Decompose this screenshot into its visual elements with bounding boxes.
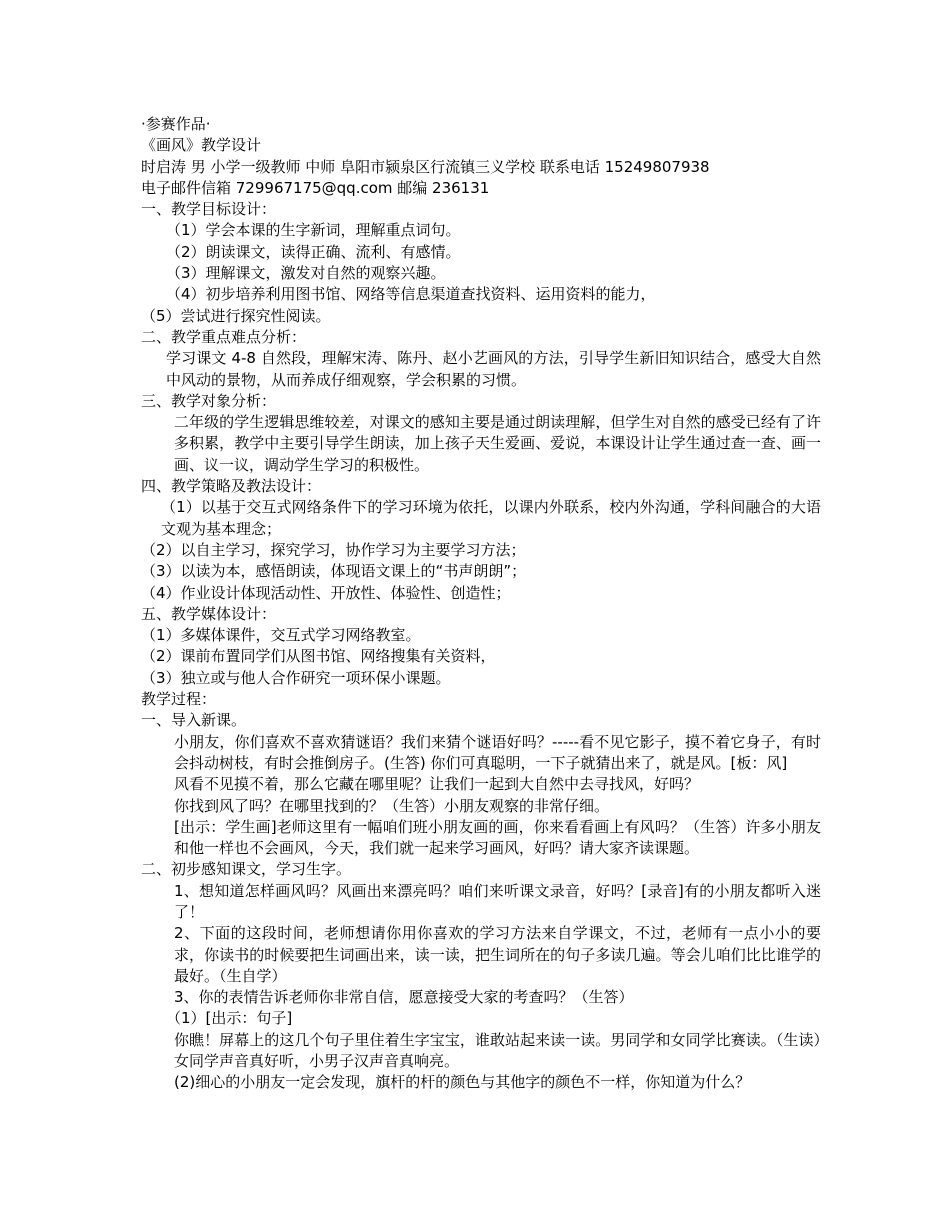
list-item: （3）理解课文，激发对自然的观察兴趣。 [166,264,446,283]
paragraph: 学习课文 4-8 自然段，理解宋涛、陈丹、赵小艺画风的方法，引导学生新旧知识结合，感受大自然中风动的景物，从而养成仔细观察，学会积累的习惯。 [166,349,821,389]
section-heading: 二、初步感知课文，学习生字。 [141,860,352,879]
paragraph: 二年级的学生逻辑思维较差，对课文的感知主要是通过朗读理解，但学生对自然的感受已经有了许多积累，教学中主要引导学生朗读，加上孩子天生爱画、爱说，本课设计让学生通过查一查、画一画、议一议，调动学生学习的积极性。 [174,413,821,474]
list-item: （4）初步培养利用图书馆、网络等信息渠道查找资料、运用资料的能力， [166,285,656,304]
list-item: （2）课前布置同学们从图书馆、网络搜集有关资料， [141,647,496,666]
section-heading: 二、教学重点难点分析： [141,327,307,346]
section-heading: 三、教学对象分析： [141,391,277,410]
paragraph: 3、你的表情告诉老师你非常自信，愿意接受大家的考查吗？（生答） [174,988,634,1007]
section-heading: 一、教学目标设计： [141,200,277,219]
list-item: （1）学会本课的生字新词，理解重点词句。 [166,221,461,240]
paragraph: 风看不见摸不着，那么它藏在哪里呢？让我们一起到大自然中去寻找风，好吗？ [174,775,700,794]
contact-info: 电子邮件信箱 729967175@qq.com 邮编 236131 [141,178,490,197]
paragraph: 你找到风了吗？在哪里找到的？（生答）小朋友观察的非常仔细。 [174,796,610,815]
list-item: （1）[出示：句子] [166,1009,293,1028]
section-heading: 一、导入新课。 [141,711,247,730]
list-item: （4）作业设计体现活动性、开放性、体验性、创造性； [141,583,511,602]
paragraph: 小朋友，你们喜欢不喜欢猜谜语？我们来猜个谜语好吗？-----看不见它影子，摸不着它身子，有时会抖动树枝，有时会推倒房子。(生答) 你们可真聪明，一下子就猜出来了，就是风。[板：风] [174,732,821,772]
paragraph: [出示：学生画]老师这里有一幅咱们班小朋友画的画，你来看看画上有风吗？（生答）许多小朋友和他一样也不会画风，今天，我们就一起来学习画风，好吗？请大家齐读课题。 [174,817,821,858]
section-heading: 五、教学媒体设计： [141,604,277,623]
list-item: （3）独立或与他人合作研究一项环保小课题。 [141,668,451,687]
document-body [141,114,821,1094]
list-item: （5）尝试进行探究性阅读。 [141,306,331,325]
paragraph: 你瞧！屏幕上的这几个句子里住着生字宝宝，谁敢站起来读一读。男同学和女同学比赛读。（生读）女同学声音真好听，小男子汉声音真响亮。 [174,1030,821,1071]
section-heading: 四、教学策略及教法设计： [141,477,322,496]
contest-tag: ·参赛作品· [141,115,211,133]
list-item: （1）多媒体课件，交互式学习网络教室。 [141,626,421,645]
list-item: （3）以读为本，感悟朗读，体现语文课上的“书声朗朗”； [141,562,527,581]
paragraph: 1、想知道怎样画风吗？风画出来漂亮吗？咱们来听课文录音，好吗？[录音]有的小朋友都听入迷了！ [174,881,821,921]
paragraph: （1）以基于交互式网络条件下的学习环境为依托，以课内外联系，校内外沟通，学科间融合的大语文观为基本理念； [161,498,821,538]
document-title: 《画风》教学设计 [141,136,262,155]
author-info: 时启涛 男 小学一级教师 中师 阜阳市颍泉区行流镇三义学校 联系电话 15249807938 [141,157,710,176]
section-heading: 教学过程： [141,690,217,709]
list-item: （2）朗读课文，读得正确、流利、有感情。 [166,242,461,261]
paragraph: 2、下面的这段时间，老师想请你用你喜欢的学习方法来自学课文，不过，老师有一点小小的要求，你读书的时候要把生词画出来，读一读，把生词所在的句子多读几遍。等会儿咱们比比谁学的最好。（生自学） [174,924,821,985]
paragraph: (2)细心的小朋友一定会发现，旗杆的杆的颜色与其他字的颜色不一样，你知道为什么？ [174,1073,751,1092]
list-item: （2）以自主学习，探究学习，协作学习为主要学习方法； [141,540,526,559]
